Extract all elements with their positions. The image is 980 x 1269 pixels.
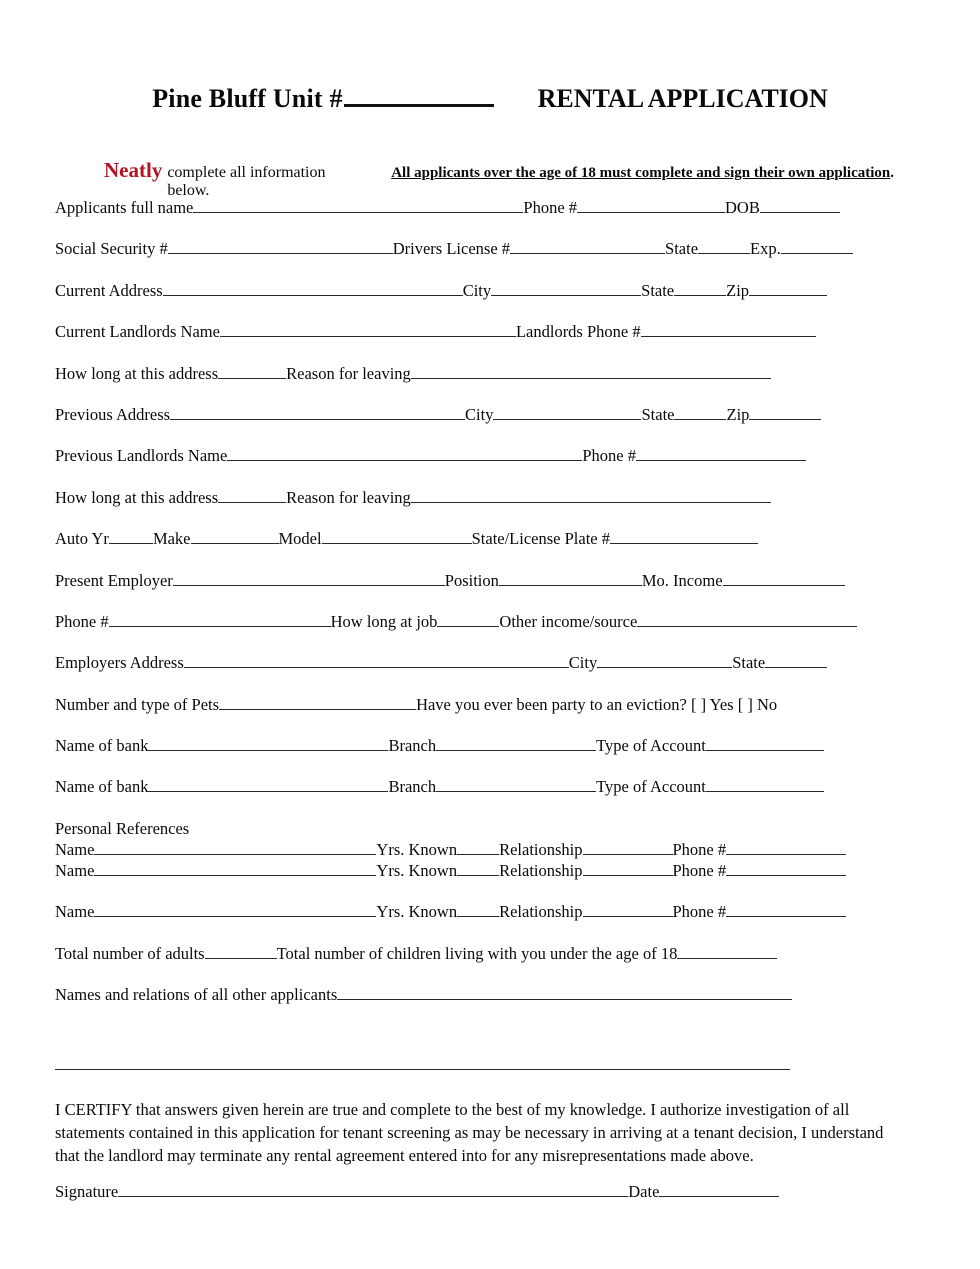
reference-row-3 [55,902,925,943]
field-label: Total number of children living with you under the age of 18 [276,943,678,963]
field-label: Current Address [55,280,163,300]
field-label: Names and relations of all other applicants [55,985,338,1005]
field-label: Name [55,839,95,859]
field-label: DOB [725,198,760,217]
field-blank[interactable] [674,281,726,296]
reference-row-1 [55,840,925,861]
field-blank[interactable] [173,571,445,586]
field-label: State [732,653,766,673]
field-label: Type of Account [596,777,706,797]
field-label: Zip [726,280,750,300]
current-tenure-row [55,364,925,405]
field-label: Previous Landlords Name [55,446,228,466]
personal-references-label: Personal References [55,818,190,838]
field-label: Applicants full name [55,198,194,217]
field-label: Make [152,529,191,549]
field-label: Phone # [672,902,727,922]
field-blank[interactable] [610,529,758,544]
field-blank[interactable] [337,985,792,1000]
field-blank[interactable] [109,529,153,544]
field-blank[interactable] [760,198,840,213]
field-blank[interactable] [706,777,824,792]
field-label: State/License Plate # [471,529,610,549]
field-blank[interactable] [493,405,641,420]
field-label: Relationship [499,839,583,859]
bank-two-row [55,777,925,818]
neatly-emphasis: Neatly [104,158,163,182]
field-blank[interactable] [583,902,673,917]
present-employer-row [55,571,925,612]
field-label: Branch [388,736,437,756]
field-blank[interactable] [193,198,523,213]
field-blank[interactable] [765,653,827,668]
field-blank[interactable] [597,653,732,668]
field-label: Other income/source [499,611,638,631]
previous-landlord-row [55,446,925,487]
all-applicants-notice-underlined: All applicants over the age of 18 must complete and sign their own application [391,165,891,181]
field-label: Employers Address [55,653,184,673]
field-label: Mo. Income [641,570,723,590]
field-blank[interactable] [163,281,463,296]
identification-row [55,239,925,280]
field-blank[interactable] [726,840,846,855]
employer-address-row [55,653,925,694]
field-label: State [665,239,699,259]
field-blank[interactable] [491,281,641,296]
field-label: Model [278,529,322,549]
field-blank[interactable] [677,944,777,959]
field-blank[interactable] [148,736,388,751]
field-label: Date [628,1182,660,1201]
field-label: Phone # [672,839,727,859]
field-label: Name of bank [55,736,149,756]
field-blank[interactable] [437,612,499,627]
field-blank[interactable] [322,529,472,544]
bank-one-row [55,736,925,777]
occupant-count-row [55,944,925,985]
previous-tenure-row [55,488,925,529]
page-title-left: Pine Bluff Unit # [152,84,343,113]
field-blank[interactable] [457,861,499,876]
field-label: Landlords Phone # [515,322,641,342]
field-label: Type of Account [596,736,706,756]
field-blank[interactable] [637,612,857,627]
field-blank[interactable] [641,322,816,337]
field-label: Zip [726,404,750,424]
certification-paragraph: I CERTIFY that answers given herein are true and complete to the best of my knowledge. I authorize investigation of all statements contained in this application for tenant screening as may be necessary in arriving at a tenant decision, I understand that the landlord may terminate any rental agreement entered into for any misrepresentations made above. [55,1100,884,1165]
date-field[interactable] [659,1182,779,1197]
field-blank[interactable] [411,488,771,503]
current-landlord-row [55,322,925,363]
page-title-right: RENTAL APPLICATION [537,84,828,113]
field-blank[interactable] [94,840,376,855]
field-blank[interactable] [706,736,824,751]
field-blank[interactable] [191,529,279,544]
pets-eviction-row [55,695,925,736]
previous-address-row [55,405,925,446]
field-blank[interactable] [218,364,286,379]
field-blank[interactable] [205,944,277,959]
field-blank[interactable] [436,777,596,792]
field-label: How long at this address [55,487,219,507]
field-blank[interactable] [109,612,331,627]
field-label: Name of bank [55,777,149,797]
field-blank[interactable] [674,405,726,420]
field-label: Position [444,570,499,590]
field-blank[interactable] [184,653,569,668]
field-label: City [465,404,494,424]
field-label: How long at this address [55,363,219,383]
field-label: Reason for leaving [286,487,411,507]
field-blank[interactable] [583,840,673,855]
reference-row-2 [55,861,925,902]
field-label: State [641,404,675,424]
field-label: Phone # [523,198,578,217]
current-address-row [55,281,925,322]
field-blank[interactable] [781,239,853,254]
field-blank[interactable] [220,322,516,337]
field-blank[interactable] [94,902,376,917]
field-blank[interactable] [726,861,846,876]
employer-phone-row [55,612,925,653]
field-label: Yrs. Known [376,902,458,922]
field-label: Relationship [499,860,583,880]
field-label: Relationship [499,902,583,922]
field-blank[interactable] [94,861,376,876]
field-label: Present Employer [55,570,173,590]
field-blank[interactable] [636,446,806,461]
field-label: Yrs. Known [376,839,458,859]
field-blank[interactable] [411,364,771,379]
field-label: City [462,280,492,300]
field-blank[interactable] [583,861,673,876]
field-blank[interactable] [148,777,388,792]
other-applicants-row [55,985,925,1026]
signature-field[interactable] [118,1182,628,1197]
other-applicants-continuation-line[interactable] [55,1069,790,1070]
field-label: Auto Yr [55,529,109,549]
instructions-text: complete all information below. [167,164,326,199]
field-blank[interactable] [218,488,286,503]
field-label: Branch [388,777,437,797]
all-applicants-notice [391,165,894,182]
field-label: Drivers License # [392,239,511,259]
personal-references-heading [55,819,925,840]
field-label: City [568,653,598,673]
field-blank[interactable] [510,239,665,254]
field-blank[interactable] [457,840,499,855]
field-blank[interactable] [723,571,845,586]
applicant-name-row [55,198,925,239]
field-blank[interactable] [499,571,642,586]
field-label: Name [55,902,95,922]
field-blank[interactable] [726,902,846,917]
field-blank[interactable] [749,405,821,420]
field-blank[interactable] [577,198,725,213]
all-applicants-notice-period: . [890,165,894,181]
auto-row [55,529,925,570]
field-label: Exp. [750,239,781,259]
field-blank[interactable] [698,239,750,254]
field-label: Phone # [55,611,109,631]
field-label: Total number of adults [55,943,205,963]
field-blank[interactable] [219,695,416,710]
field-label: Number and type of Pets [55,694,220,714]
field-blank[interactable] [457,902,499,917]
instructions-banner [104,158,894,200]
form-body [55,198,925,1070]
field-blank[interactable] [168,239,393,254]
field-label: Signature [55,1182,119,1201]
field-blank[interactable] [170,405,465,420]
field-blank[interactable] [749,281,827,296]
field-label: Have you ever been party to an eviction? [ ] Yes [ ] No [416,694,778,714]
field-label: Previous Address [55,404,171,424]
field-label: How long at job [330,611,438,631]
unit-number-field[interactable] [344,85,494,107]
field-label: Current Landlords Name [55,322,220,342]
field-label: Reason for leaving [286,363,411,383]
field-label: Phone # [582,446,636,466]
field-label: Phone # [672,860,727,880]
field-label: Name [55,860,95,880]
field-blank[interactable] [436,736,596,751]
field-label: State [641,280,675,300]
other-applicants-continuation-row [55,1026,925,1070]
signature-block [55,1182,925,1202]
field-label: Social Security # [55,239,168,259]
document-header [0,84,980,114]
field-label: Yrs. Known [376,860,458,880]
field-blank[interactable] [227,446,582,461]
